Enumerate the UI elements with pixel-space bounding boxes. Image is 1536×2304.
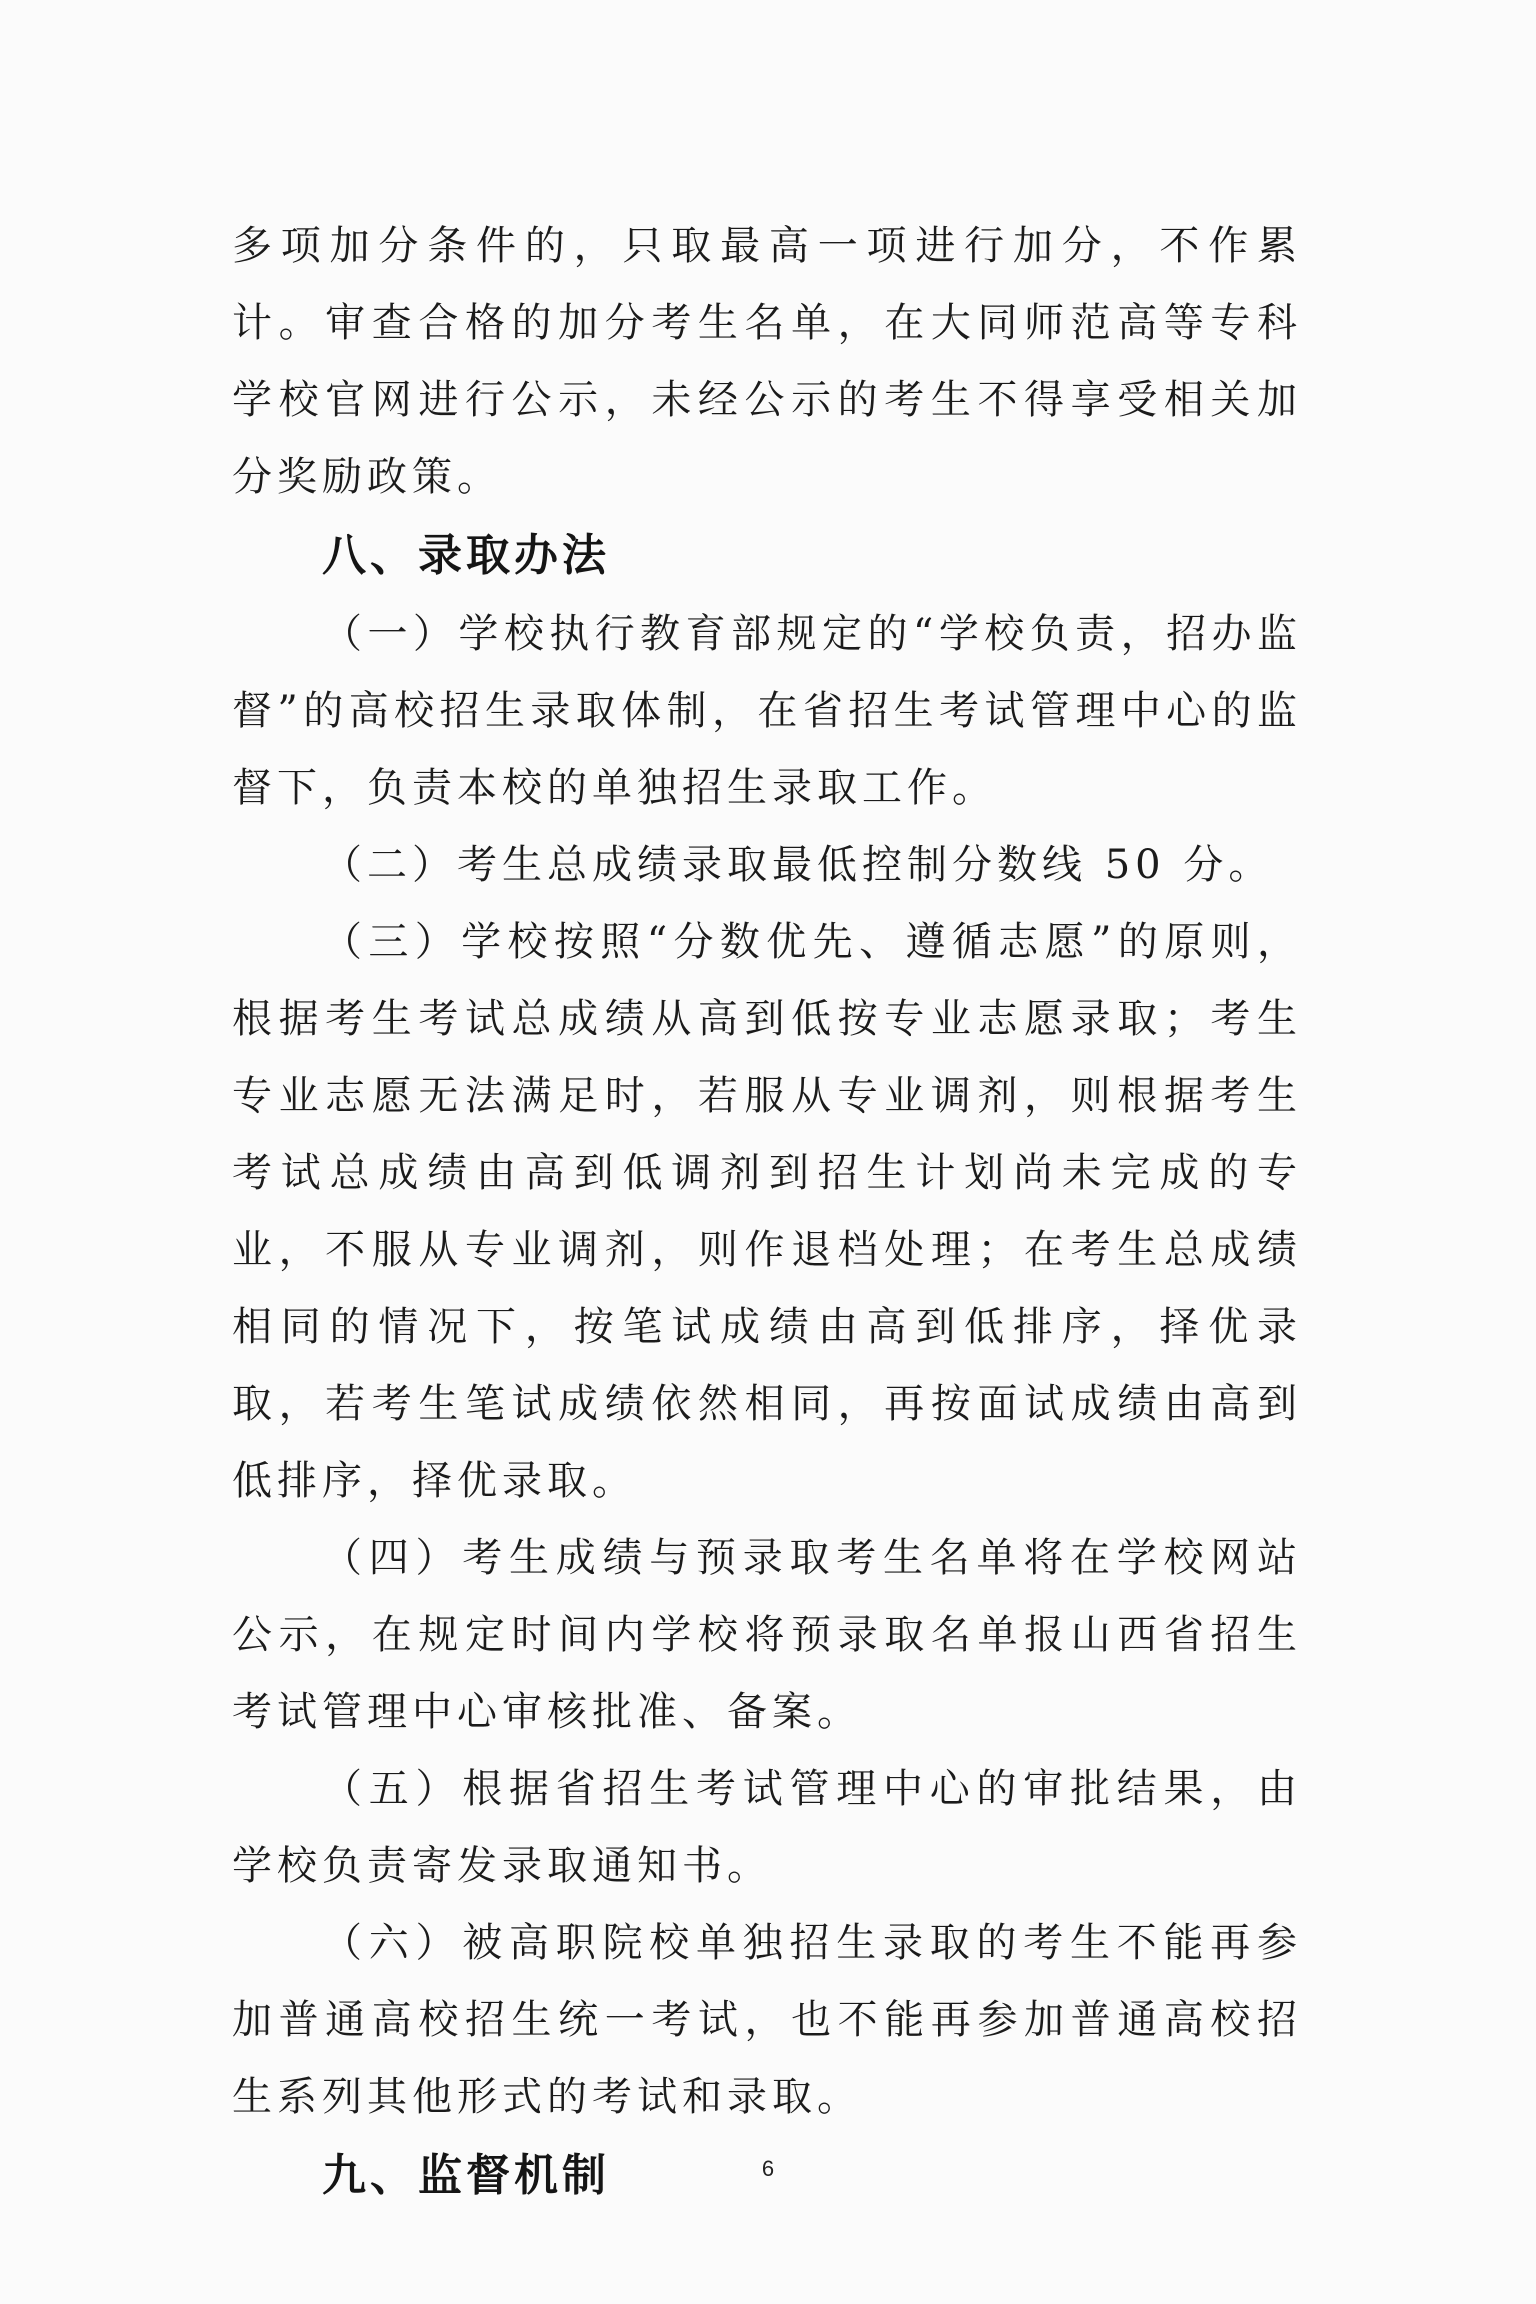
paragraph-admission-6: （六）被高职院校单独招生录取的考生不能再参加普通高校招生统一考试，也不能再参加普通高校招生系列其他形式的考试和录取。: [232, 1920, 1302, 2120]
paragraph-admission-2: （二）考生总成绩录取最低控制分数线 50 分。: [322, 842, 1274, 888]
section-heading-supervision: 九、监督机制: [322, 2150, 610, 2201]
paragraph-admission-3: （三）学校按照“分数优先、遵循志愿”的原则，根据考生考试总成绩从高到低按专业志愿录取；考生专业志愿无法满足时，若服从专业调剂，则根据考生考试总成绩由高到低调剂到招生计划尚未完成的专业，不服从专业调剂，则作退档处理；在考生总成绩相同的情况下，按笔试成绩由高到低排序，择优录取，若考生笔试成绩依然相同，再按面试成绩由高到低排序，择优录取。: [232, 919, 1302, 1504]
paragraph-bonus-continuation: 多项加分条件的，只取最高一项进行加分，不作累计。审查合格的加分考生名单，在大同师范高等专科学校官网进行公示，未经公示的考生不得享受相关加分奖励政策。: [232, 223, 1302, 500]
page-number: 6: [761, 2156, 775, 2181]
paragraph-admission-4: （四）考生成绩与预录取考生名单将在学校网站公示，在规定时间内学校将预录取名单报山西省招生考试管理中心审核批准、备案。: [232, 1535, 1302, 1735]
section-heading-admission-method: 八、录取办法: [322, 530, 610, 581]
paragraph-admission-1: （一）学校执行教育部规定的“学校负责，招办监督”的高校招生录取体制，在省招生考试管理中心的监督下，负责本校的单独招生录取工作。: [232, 611, 1302, 811]
paragraph-admission-5: （五）根据省招生考试管理中心的审批结果，由学校负责寄发录取通知书。: [232, 1766, 1302, 1889]
document-body: [232, 208, 1302, 2216]
